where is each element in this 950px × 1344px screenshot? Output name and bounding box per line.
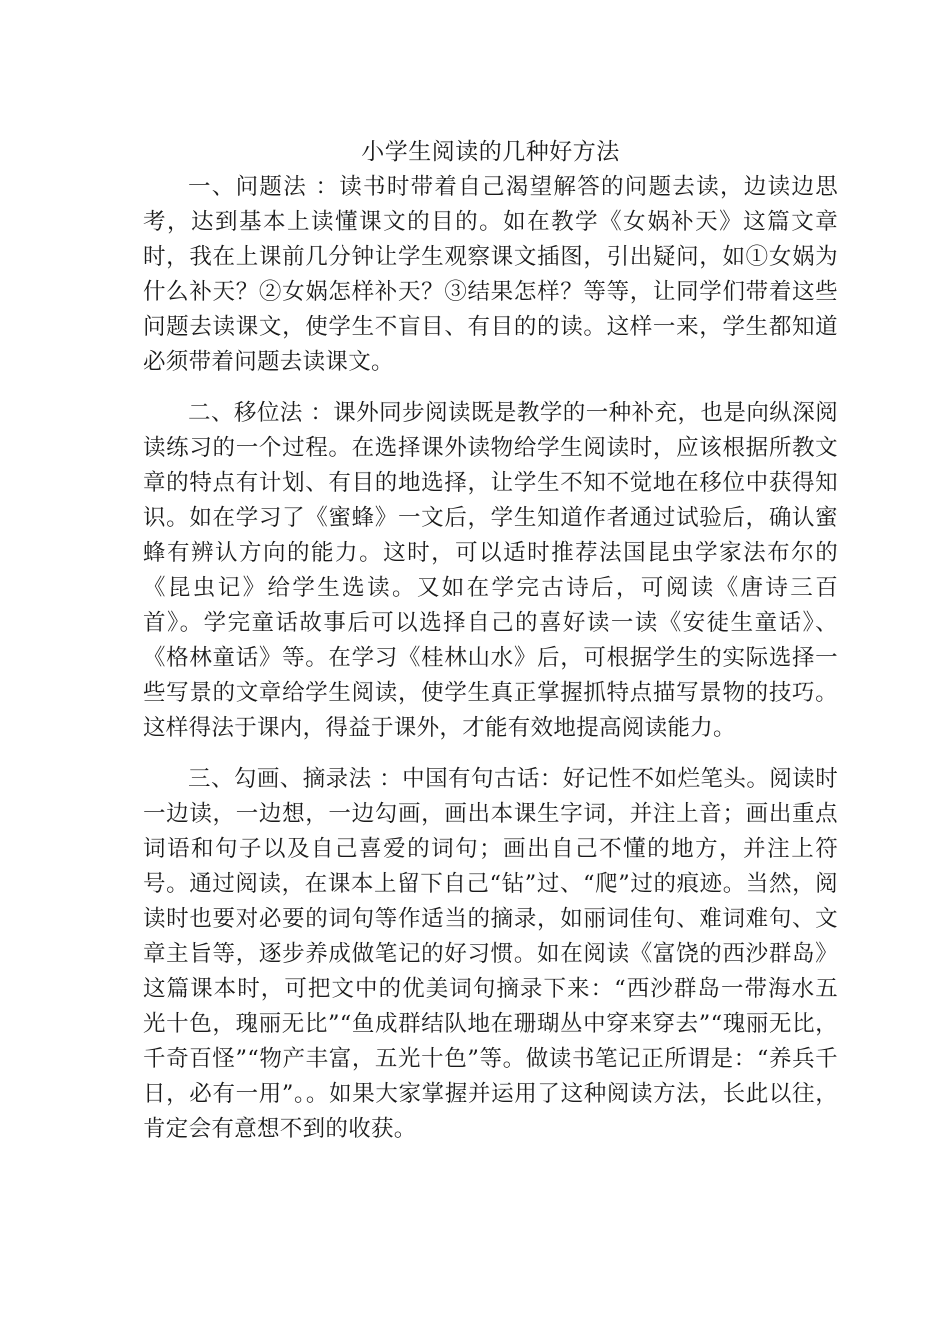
paragraph-shift-method: 二、移位法 ：课外同步阅读既是教学的一种补充，也是向纵深阅读练习的一个过程。在选择课外读物给学生阅读时，应该根据所教文章的特点有计划、有目的地选择，让学生不知不觉地在移位中获得知识。如在学习了《蜜蜂》一文后，学生知道作者通过试验后，确认蜜蜂有辨认方向的能力。这时，可以适时推荐法国昆虫学家法布尔的《昆虫记》给学生选读。又如在学完古诗后，可阅读《唐诗三百首》。学完童话故事后可以选择自己的喜好读一读《安徒生童话》、《格林童话》等。在学习《桂林山水》后，可根据学生的实际选择一些写景的文章给学生阅读，使学生真正掌握抓特点描写景物的技巧。这样得法于课内，得益于课外，才能有效地提高阅读能力。 (143, 400, 838, 741)
paragraph-excerpt-method: 三、勾画、摘录法 ：中国有句古话：好记性不如烂笔头。阅读时一边读，一边想，一边勾画，画出本课生字词，并注上音；画出重点词语和句子以及自己喜爱的词句；画出自己不懂的地方，并注上符号。通过阅读，在课本上留下自己“钻”过、“爬”过的痕迹。当然，阅读时也要对必要的词句等作适当的摘录，如丽词佳句、难词难句、文章主旨等，逐步养成做笔记的好习惯。如在阅读《富饶的西沙群岛》这篇课本时，可把文中的优美词句摘录下来：“西沙群岛一带海水五光十色，瑰丽无比”“鱼成群结队地在珊瑚丛中穿来穿去”“瑰丽无比，千奇百怪”“物产丰富，五光十色”等。做读书笔记正所谓是：“养兵千日，必有一用”。。如果大家掌握并运用了这种阅读方法，长此以往，肯定会有意想不到的收获。 (143, 766, 838, 1142)
document-page (143, 134, 838, 1147)
paragraph-spacer (143, 380, 838, 396)
paragraph-spacer (143, 746, 838, 762)
paragraph-question-method: 一、问题法 ：读书时带着自己渴望解答的问题去读，边读边思考，达到基本上读懂课文的目的。如在教学《女娲补天》这篇文章时，我在上课前几分钟让学生观察课文插图，引出疑问，如①女娲为什么补天？②女娲怎样补天？③结果怎样？等等，让同学们带着这些问题去读课文，使学生不盲目、有目的的读。这样一来，学生都知道必须带着问题去读课文。 (143, 174, 838, 375)
document-title: 小学生阅读的几种好方法 (361, 139, 620, 165)
